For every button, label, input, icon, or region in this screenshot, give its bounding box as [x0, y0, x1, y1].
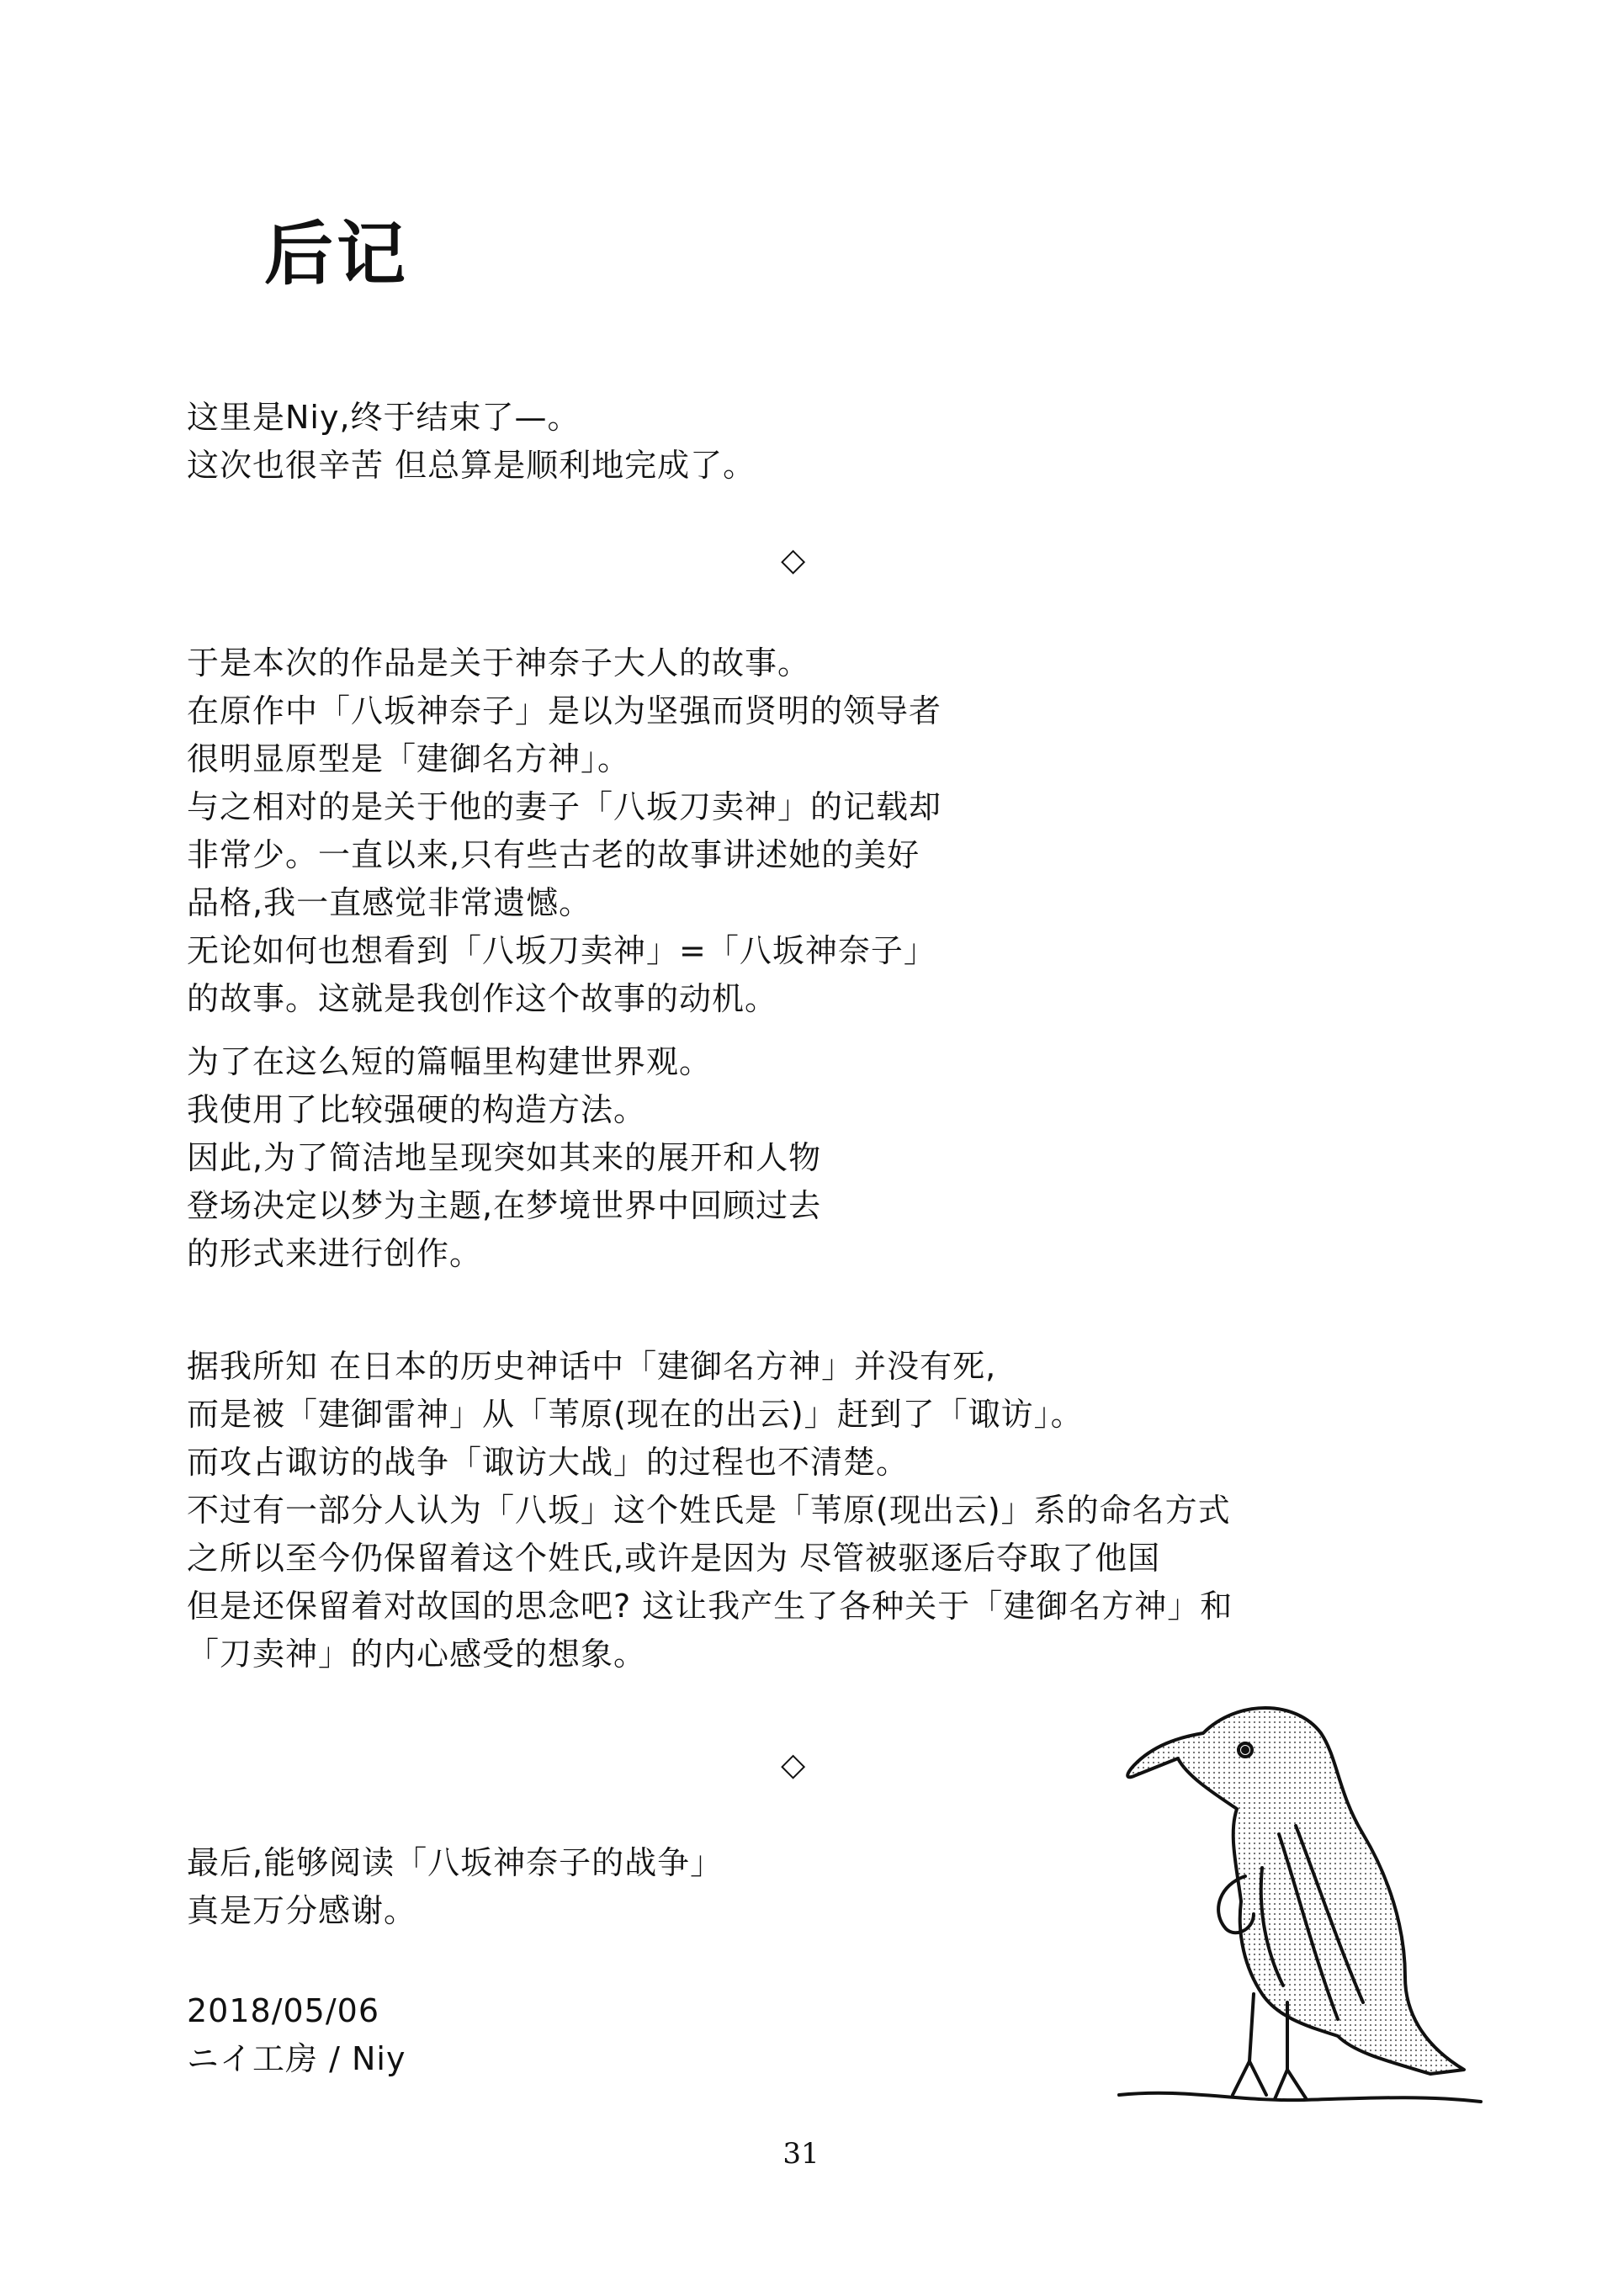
text-line: 在原作中「八坂神奈子」是以为坚强而贤明的领导者 [187, 692, 942, 729]
text-line: 为了在这么短的篇幅里构建世界观。 [187, 1043, 713, 1080]
signature-date: 2018/05/06 [187, 1992, 380, 2029]
text-line: 之所以至今仍保留着这个姓氏,或许是因为 尽管被驱逐后夺取了他国 [187, 1540, 1161, 1577]
text-line: 「刀卖神」的内心感受的想象。 [187, 1636, 647, 1673]
text-line: 品格,我一直感觉非常遗憾。 [187, 884, 592, 921]
text-line: 于是本次的作品是关于神奈子大人的故事。 [187, 644, 811, 681]
text-line: 很明显原型是「建御名方神」。 [187, 740, 631, 777]
text-line: 的形式来进行创作。 [187, 1235, 483, 1272]
text-line: 这里是Niy,终于结束了—。 [187, 399, 581, 436]
section-separator: ◇ [781, 1746, 806, 1783]
page-title: 后记 [264, 215, 410, 294]
signature [187, 1987, 406, 2083]
text-line: 据我所知 在日本的历史神话中「建御名方神」并没有死, [187, 1348, 997, 1385]
signature-author: ニイ工房 / Niy [187, 2040, 406, 2077]
text-line: 与之相对的是关于他的妻子「八坂刀卖神」的记载却 [187, 788, 942, 825]
section-1-paragraph [187, 639, 942, 1023]
crow-illustration [1085, 1699, 1489, 2112]
text-line: 因此,为了简洁地呈现突如其来的展开和人物 [187, 1139, 822, 1176]
text-line: 我使用了比较强硬的构造方法。 [187, 1091, 647, 1128]
page-number: 31 [782, 2137, 820, 2171]
text-line: 真是万分感谢。 [187, 1892, 417, 1929]
text-line: 登场决定以梦为主题,在梦境世界中回顾过去 [187, 1187, 822, 1224]
text-line: 而攻占诹访的战争「诹访大战」的过程也不清楚。 [187, 1444, 910, 1481]
closing-paragraph [187, 1839, 723, 1935]
text-line: 而是被「建御雷神」从「苇原(现在的出云)」赶到了「诹访」。 [187, 1396, 1084, 1433]
text-line: 这次也很辛苦 但总算是顺利地完成了。 [187, 447, 756, 484]
text-line: 但是还保留着对故国的思念吧? 这让我产生了各种关于「建御名方神」和 [187, 1588, 1233, 1625]
text-line: 无论如何也想看到「八坂刀卖神」=「八坂神奈子」 [187, 932, 936, 969]
text-line: 最后,能够阅读「八坂神奈子的战争」 [187, 1844, 724, 1881]
intro-paragraph [187, 394, 756, 490]
section-3-paragraph [187, 1343, 1233, 1678]
text-line: 的故事。这就是我创作这个故事的动机。 [187, 980, 778, 1017]
text-line: 非常少。一直以来,只有些古老的故事讲述她的美好 [187, 836, 920, 873]
text-line: 不过有一部分人认为「八坂」这个姓氏是「苇原(现出云)」系的命名方式 [187, 1492, 1231, 1529]
section-2-paragraph [187, 1038, 821, 1278]
section-separator: ◇ [781, 541, 806, 578]
